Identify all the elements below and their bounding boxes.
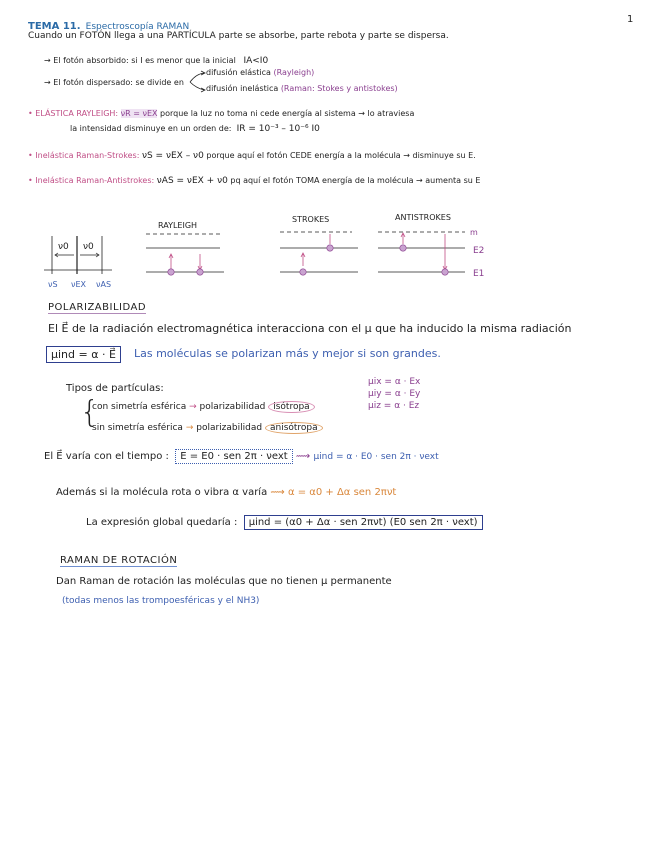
rotation-formula: α = α0 + Δα sen 2πνt	[287, 487, 397, 498]
stokes-label: • Inelástica Raman-Strokes:	[28, 151, 140, 160]
rayleigh-diagram-label: RAYLEIGH	[158, 221, 198, 230]
absorbed-text: → El fotón absorbido: si I es menor que la inicial	[44, 56, 236, 65]
spectrum-nu0-right: ν0	[83, 242, 94, 252]
antistokes-text: aquí el fotón TOMA energía de la molécula → aumenta su E	[243, 176, 481, 185]
stokes-diagram-label: STROKES	[292, 215, 330, 224]
elastic-note: (Rayleigh)	[273, 68, 315, 77]
spectrum-label-as: νAS	[96, 280, 112, 289]
polarizabilidad-heading: POLARIZABILIDAD	[48, 302, 147, 313]
level-e2-label: E2	[473, 246, 485, 256]
tipos-heading: Tipos de partículas:	[66, 383, 164, 394]
polarizabilidad-line1: El E⃗ de la radiación electromagnética interacciona con el μ que ha inducido la misma radiación	[48, 322, 572, 335]
page-number: 1	[627, 14, 634, 25]
spectrum-sketch	[44, 236, 112, 289]
absorbed-formula: IA<I0	[243, 56, 269, 66]
elastic-text: difusión elástica	[206, 68, 271, 77]
inelastic-text: difusión inelástica	[206, 84, 279, 93]
time-formula: E = E0 · sen 2π · νext	[175, 449, 292, 464]
spectrum-label-ex: νEX	[71, 280, 87, 289]
level-e1-label: E1	[473, 269, 485, 279]
rotation-line: Además si la molécula rota o vibra α varía ⟿ α = α0 + Δα sen 2πνt	[56, 487, 397, 498]
rayleigh-intensity-formula: IR = 10⁻³ – 10⁻⁶ I0	[236, 124, 320, 134]
mu-ind-boxed-formula: μind = α · E⃗	[46, 346, 121, 363]
rayleigh-intensity-line	[70, 124, 320, 134]
mu-x: μix = α · Ex	[368, 377, 421, 387]
sym-type: isótropa	[268, 401, 314, 413]
rayleigh-line	[28, 109, 414, 118]
inelastic-line	[206, 84, 398, 93]
mu-y: μiy = α · Ey	[368, 389, 421, 399]
rayleigh-intensity-text: la intensidad disminuye en un orden de:	[70, 124, 232, 133]
global-text: La expresión global quedaría :	[86, 517, 238, 528]
antistokes-label: • Inelástica Raman-Antistrokes:	[28, 176, 155, 185]
tema-title: Espectroscopía RAMAN	[85, 22, 190, 32]
dispersed-text: → El fotón dispersado: se divide en	[44, 78, 184, 87]
stokes-text: porque aquí el fotón CEDE energía a la molécula → disminuye su E.	[206, 151, 476, 160]
raman-rotacion-line2: (todas menos las trompoesféricas y el NH3)	[62, 596, 260, 606]
stokes-formula: νS = νEX – ν0	[141, 151, 204, 161]
spectrum-nu0-left: ν0	[58, 242, 69, 252]
inelastic-note: (Raman: Stokes y antistokes)	[280, 84, 398, 93]
time-text: El E⃗ varía con el tiempo :	[44, 451, 169, 462]
rayleigh-formula: νR = νEX	[120, 109, 158, 118]
level-m-label: m	[470, 228, 478, 237]
asym-type: anisótropa	[265, 422, 323, 434]
rotation-text: Además si la molécula rota o vibra α varía	[56, 487, 268, 498]
curly-brace: {	[80, 395, 100, 430]
absorbed-line	[44, 56, 268, 66]
polarizability-comment: Las moléculas se polarizan más y mejor si son grandes.	[134, 347, 441, 360]
energy-diagram	[40, 208, 510, 292]
asym-line: sin simetría esférica → polarizabilidad anisótropa	[92, 423, 323, 433]
mu-z: μiz = α · Ez	[368, 401, 420, 411]
mu-components	[368, 376, 420, 412]
tema-number: TEMA 11.	[28, 21, 81, 32]
global-formula: μind = (α0 + Δα · sen 2πνt) (E0 sen 2π · νext)	[244, 515, 483, 530]
sym-result: polarizabilidad	[199, 402, 266, 412]
antistokes-formula: νAS = νEX + ν0	[156, 176, 228, 186]
time-result: μind = α · E0 · sen 2π · νext	[313, 452, 439, 462]
stokes-line	[28, 151, 476, 161]
asym-result: polarizabilidad	[196, 423, 263, 433]
branch-arrows	[188, 68, 208, 94]
antistokes-diagram-label: ANTISTROKES	[395, 213, 451, 222]
intro-text: Cuando un FOTÓN llega a una PARTÍCULA parte se absorbe, parte rebota y parte se dispersa.	[28, 31, 449, 41]
rayleigh-diagram	[146, 221, 224, 275]
raman-rotacion-heading: RAMAN DE ROTACIÓN	[60, 555, 178, 566]
asym-text: sin simetría esférica	[92, 423, 183, 433]
raman-rotacion-line1: Dan Raman de rotación las moléculas que no tienen μ permanente	[56, 576, 392, 587]
sym-text: con simetría esférica	[92, 402, 187, 412]
antistokes-diagram	[378, 213, 484, 279]
rayleigh-label: • ELÁSTICA RAYLEIGH:	[28, 109, 119, 118]
antistokes-line	[28, 176, 480, 186]
spectrum-label-s: νS	[48, 280, 58, 289]
rayleigh-text: porque la luz no toma ni cede energía al sistema → lo atraviesa	[160, 109, 415, 118]
global-line	[86, 517, 483, 528]
stokes-diagram	[280, 215, 358, 275]
antistokes-pq: pq	[230, 176, 241, 185]
elastic-line	[206, 68, 314, 77]
sym-line: con simetría esférica → polarizabilidad isótropa	[92, 402, 315, 412]
time-line: El E⃗ varía con el tiempo : E = E0 · sen 2π · νext ⟿ μind = α · E0 · sen 2π · νext	[44, 451, 439, 462]
